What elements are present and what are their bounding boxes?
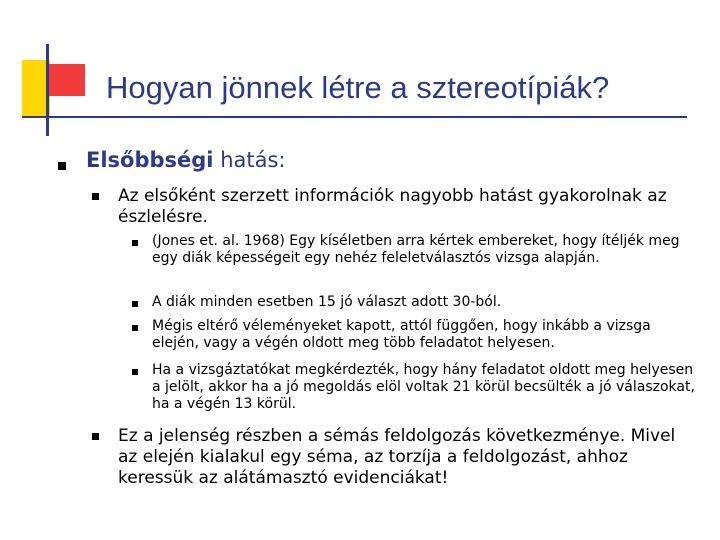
level1-heading	[86, 148, 286, 172]
level1-bold-term: Elsőbbségi	[86, 148, 214, 172]
level3-item-4: Ha a vizsgáztatókat megkérdezték, hogy hány feladatot oldott meg helyesen a jelölt, akkor ha a jó megoldás elöl voltak 21 körül becsülték a jó válaszokat, ha a végén 13 körül.	[152, 362, 695, 412]
level3-item-1: (Jones et. al. 1968) Egy kíséletben arra kértek embereket, hogy ítéljék meg egy diák képességeit egy nehéz feleletválasztós vizsga alapján.	[152, 233, 680, 266]
bullet-square-icon	[132, 325, 138, 331]
decor-vertical-line	[46, 44, 49, 136]
level2-item-1: Az elsőként szerzett információk nagyobb hatást gyakorolnak az észlelésre.	[118, 186, 667, 227]
bullet-square-icon	[92, 433, 99, 440]
title-underline	[22, 116, 687, 118]
bullet-square-icon	[92, 193, 99, 200]
level1-rest: hatás:	[213, 148, 286, 172]
bullet-square-icon	[132, 240, 138, 246]
bullet-square-icon	[132, 301, 138, 307]
level3-item-3: Mégis eltérő véleményeket kapott, attól függően, hogy inkább a vizsga elején, vagy a végén oldott meg több feladatot helyesen.	[152, 318, 651, 351]
bullet-square-icon	[58, 162, 66, 170]
level2-item-2: Ez a jelenség részben a sémás feldolgozás következménye. Mivel az elején kialakul egy séma, az torzíja a feldolgozást, ahhoz keressük az alátámasztó evidenciákat!	[118, 426, 676, 488]
level3-item-2: A diák minden esetben 15 jó választ adott 30-ból.	[152, 294, 502, 310]
decor-red-square	[49, 64, 85, 96]
bullet-square-icon	[132, 369, 138, 375]
slide-title: Hogyan jönnek létre a sztereotípiák?	[106, 70, 610, 105]
